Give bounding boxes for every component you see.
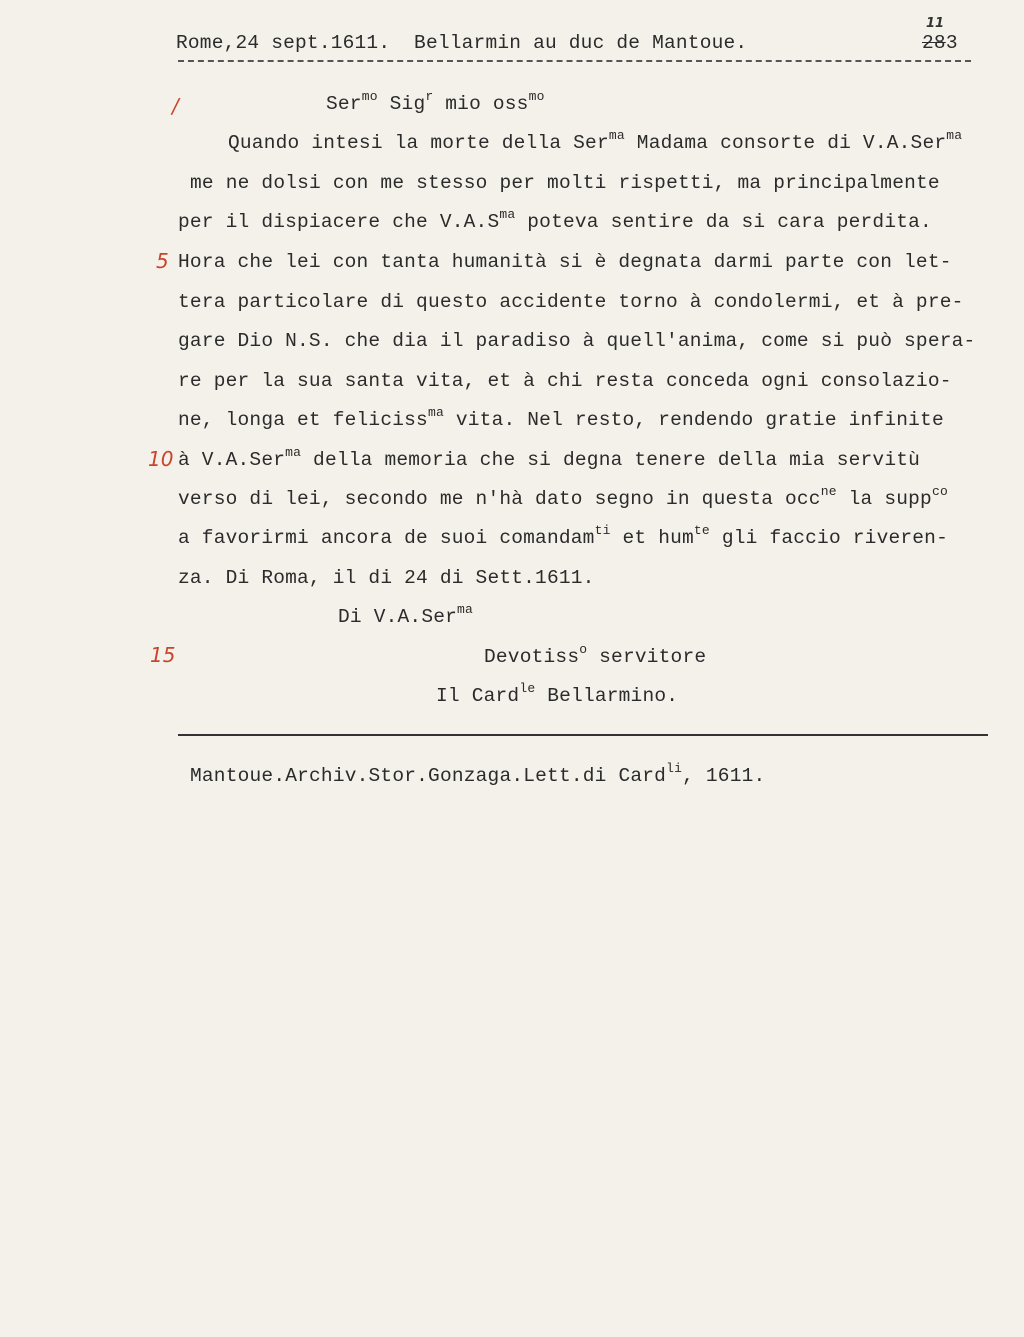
text: ne, longa et feliciss bbox=[178, 409, 428, 431]
sup: o bbox=[579, 642, 588, 657]
page-number-overstrike: 28 bbox=[922, 32, 946, 54]
body-line-3 bbox=[178, 207, 932, 234]
salutation bbox=[326, 89, 545, 116]
body-line-4: Hora che lei con tanta humanità si è degnata darmi parte con let- bbox=[178, 251, 952, 273]
separator-rule bbox=[178, 734, 988, 736]
text: Bellarmino. bbox=[535, 685, 679, 707]
text: per il dispiacere che V.A.S bbox=[178, 211, 500, 233]
body-line-9 bbox=[178, 445, 921, 472]
text: verso di lei, secondo me n'hà dato segno in questa occ bbox=[178, 488, 821, 510]
sup: ti bbox=[594, 523, 611, 538]
salutation-text: Ser bbox=[326, 93, 362, 115]
sup: li bbox=[666, 761, 683, 776]
header-dashed-rule bbox=[178, 60, 971, 62]
body-line-5: tera particolare di questo accidente torno à condolermi, et à pre- bbox=[178, 291, 964, 313]
text: poteva sentire da si cara perdita. bbox=[515, 211, 932, 233]
sup: ma bbox=[608, 128, 625, 143]
text: gli faccio riveren- bbox=[709, 527, 948, 549]
salutation-sup: mo bbox=[528, 89, 545, 104]
text: , 1611. bbox=[682, 765, 766, 787]
salutation-sup: r bbox=[425, 89, 434, 104]
sup: te bbox=[693, 523, 710, 538]
text: della memoria che si degna tenere della mia servitù bbox=[301, 449, 921, 471]
closing-devotion bbox=[484, 642, 707, 669]
sup: ma bbox=[427, 405, 444, 420]
text: Devotiss bbox=[484, 646, 580, 668]
text: à V.A.Ser bbox=[178, 449, 286, 471]
salutation-sup: mo bbox=[361, 89, 378, 104]
text: Quando intesi la morte della Ser bbox=[228, 132, 609, 154]
body-line-8 bbox=[178, 405, 944, 432]
text: Il Card bbox=[436, 685, 520, 707]
header-date: Rome,24 sept.1611. bbox=[176, 32, 391, 54]
margin-line-5: 5 bbox=[156, 249, 169, 273]
text: Madama consorte di V.A.Ser bbox=[624, 132, 947, 154]
body-line-1 bbox=[228, 128, 963, 155]
source-citation bbox=[190, 761, 766, 788]
text: servitore bbox=[587, 646, 707, 668]
text: Di V.A.Ser bbox=[338, 606, 458, 628]
sup: ma bbox=[457, 602, 474, 617]
signature bbox=[436, 681, 679, 708]
sup: ne bbox=[820, 484, 837, 499]
closing-address bbox=[338, 602, 474, 629]
body-line-7: re per la sua santa vita, et à chi resta conceda ogni consolazio- bbox=[178, 370, 952, 392]
margin-line-1: / bbox=[172, 94, 179, 118]
sup: co bbox=[931, 484, 948, 499]
body-line-6: gare Dio N.S. che dia il paradiso à quell'anima, come si può spera- bbox=[178, 330, 976, 352]
body-line-11 bbox=[178, 523, 948, 550]
sup: le bbox=[519, 681, 536, 696]
body-line-2: me ne dolsi con me stesso per molti rispetti, ma principalmente bbox=[190, 172, 940, 194]
page-number-handwritten: 11 bbox=[926, 16, 945, 31]
header-line bbox=[176, 31, 747, 55]
text: Mantoue.Archiv.Stor.Gonzaga.Lett.di Card bbox=[190, 765, 667, 787]
body-line-10 bbox=[178, 484, 948, 511]
text: et hum bbox=[610, 527, 694, 549]
salutation-text: Sig bbox=[377, 93, 426, 115]
salutation-text: mio oss bbox=[433, 93, 529, 115]
text: a favorirmi ancora de suoi comandam bbox=[178, 527, 595, 549]
text: vita. Nel resto, rendendo gratie infinite bbox=[443, 409, 944, 431]
body-line-12: za. Di Roma, il di 24 di Sett.1611. bbox=[178, 567, 595, 589]
text: la supp bbox=[836, 488, 932, 510]
sup: ma bbox=[285, 445, 302, 460]
page-number-value: 3 bbox=[945, 32, 958, 54]
sup: ma bbox=[946, 128, 963, 143]
margin-line-15: 15 bbox=[150, 643, 176, 667]
page-number bbox=[922, 31, 958, 55]
margin-line-10: 10 bbox=[148, 447, 174, 471]
header-title: Bellarmin au duc de Mantoue. bbox=[414, 32, 748, 54]
sup: ma bbox=[499, 207, 516, 222]
